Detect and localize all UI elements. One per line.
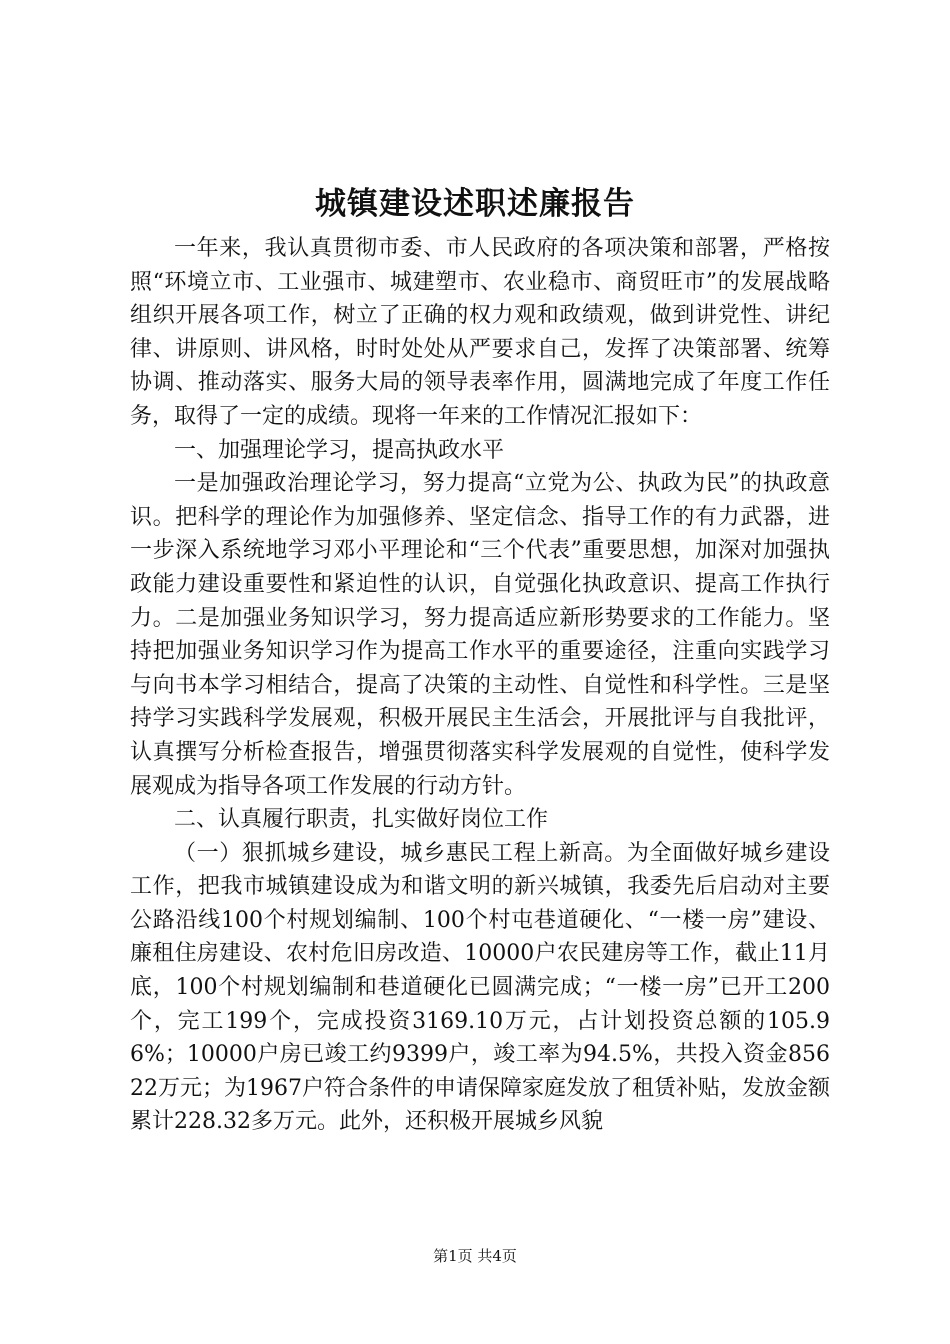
page-footer: 第1页 共4页: [433, 1247, 517, 1265]
section-1-paragraph: 一是加强政治理论学习，努力提高“立党为公、执政为民”的执政意识。把科学的理论作为加强修养、坚定信念、指导工作的有力武器，进一步深入系统地学习邓小平理论和“三个代表”重要思想，加深对加强执政能力建设重要性和紧迫性的认识，自觉强化执政意识、提高工作执行力。二是加强业务知识学习，努力提高适应新形势要求的工作能力。坚持把加强业务知识学习作为提高工作水平的重要途径，注重向实践学习与向书本学习相结合，提高了决策的主动性、自觉性和科学性。三是坚持学习实践科学发展观，积极开展民主生活会，开展批评与自我批评，认真撰写分析检查报告，增强贯彻落实科学发展观的自觉性，使科学发展观成为指导各项工作发展的行动方针。: [130, 471, 830, 799]
document-body: [130, 232, 830, 1139]
document-title: 城镇建设述职述廉报告: [315, 186, 635, 222]
section-heading-1: 一、加强理论学习，提高执政水平: [174, 437, 505, 463]
section-2-paragraph: （一）狠抓城乡建设，城乡惠民工程上新高。为全面做好城乡建设工作，把我市城镇建设成为和谐文明的新兴城镇，我委先后启动对主要公路沿线100个村规划编制、100个村屯巷道硬化、“一楼一房”建设、廉租住房建设、农村危旧房改造、10000户农民建房等工作，截止11月底，100个村规划编制和巷道硬化已圆满完成；“一楼一房”已开工200个，完工199个，完成投资3169.10万元，占计划投资总额的105.96%；10000户房已竣工约9399户，竣工率为94.5%，共投入资金85622万元；为1967户符合条件的申请保障家庭发放了租赁补贴，发放金额累计228.32多万元。此外，还积极开展城乡风貌: [130, 840, 830, 1135]
intro-paragraph: 一年来，我认真贯彻市委、市人民政府的各项决策和部署，严格按照“环境立市、工业强市、城建塑市、农业稳市、商贸旺市”的发展战略组织开展各项工作，树立了正确的权力观和政绩观，做到讲党性、讲纪律、讲原则、讲风格，时时处处从严要求自己，发挥了决策部署、统筹协调、推动落实、服务大局的领导表率作用，圆满地完成了年度工作任务，取得了一定的成绩。现将一年来的工作情况汇报如下：: [130, 236, 830, 429]
section-heading-2: 二、认真履行职责，扎实做好岗位工作: [174, 807, 549, 833]
